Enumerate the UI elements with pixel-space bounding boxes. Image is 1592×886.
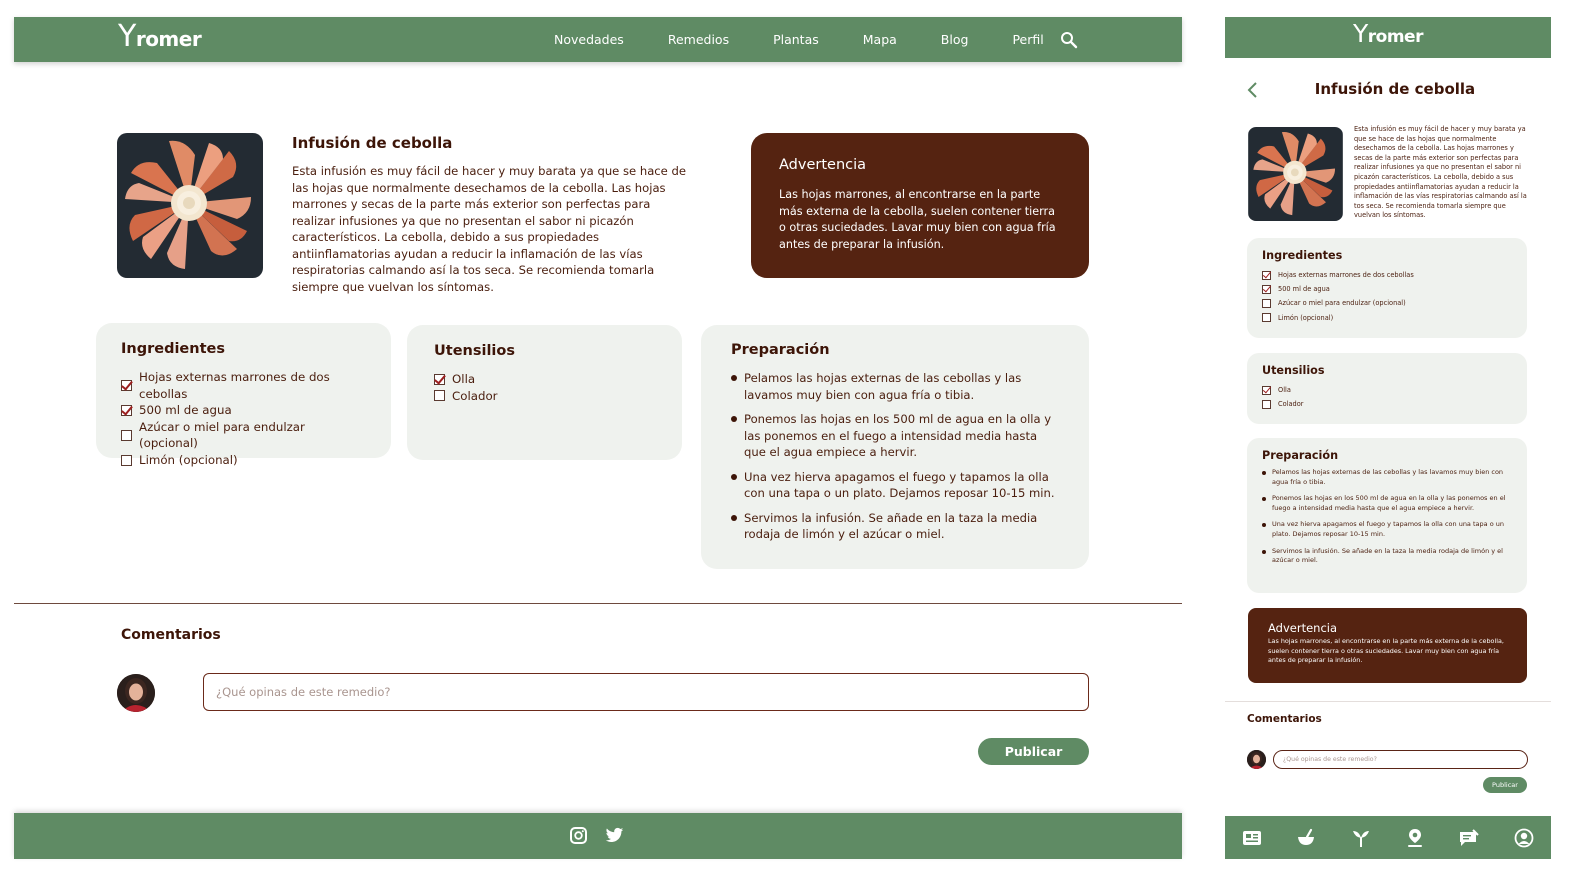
checkbox-checked[interactable] [1262,386,1271,395]
preparation-step: Servimos la infusión. Se añade en la taza la media rodaja de limón y el azúcar o miel. [1262,547,1512,566]
preparation-title: Preparación [1262,449,1339,462]
remedy-title: Infusión de cebolla [1314,80,1476,98]
utensils-card [407,325,682,460]
ingredient-label: Azúcar o miel para endulzar (opcional) [139,419,305,451]
warning-card [1248,608,1527,683]
warning-title: Advertencia [779,157,867,173]
search-icon[interactable] [1060,31,1078,49]
map-pin-icon[interactable] [1403,826,1427,850]
warning-text: Las hojas marrones, al encontrarse en la parte más externa de la cebolla, suelen contener tierra o otras suciedades. Lavar muy bien con agua fría antes de preparar la infusión. [1268,637,1504,665]
preparation-step: Pelamos las hojas externas de las cebollas y las lavamos muy bien con agua fría o tibia. [731,370,1059,403]
remedy-title: Infusión de cebolla [292,134,453,152]
remedy-image [117,133,263,278]
ingredient-item[interactable] [1262,282,1512,296]
utensil-label: Colador [1278,400,1304,409]
checkbox-checked[interactable] [434,374,445,385]
remedy-description: Esta infusión es muy fácil de hacer y muy barata ya que se hace de las hojas que normalmente desechamos de la cebolla. Las hojas marrones y secas de la parte más exterior son perfectas para realizar infusiones ya que no presentan el sabor ni picazón característicos. La cebolla, debido a sus propiedades antiinflamatorias ayudan a reducir la inflamación de las vías respiratorias calmando así la tos seca. Se recomienda tomarla siempre que vuelvan los síntomas. [292,164,686,294]
ingredient-item[interactable] [1262,268,1512,282]
footer [14,813,1182,859]
ingredient-label: 500 ml de agua [1278,285,1330,294]
logo[interactable] [1353,19,1423,48]
preparation-step: Ponemos las hojas en los 500 ml de agua en la olla y las ponemos en el fuego a intensidad media hasta que el agua empiece a hervir. [1262,494,1512,513]
mortar-icon[interactable] [1294,826,1318,850]
preparation-steps [731,370,1059,543]
checkbox-unchecked[interactable] [434,390,445,401]
ingredients-card [1247,238,1527,338]
checkbox-checked[interactable] [1262,285,1271,294]
blog-icon[interactable] [1457,826,1481,850]
comments-title: Comentarios [1247,713,1322,725]
ingredient-item[interactable] [121,419,366,452]
ingredient-item[interactable] [1262,311,1512,325]
logo-text: romer [135,27,202,51]
nav-item-perfil[interactable]: Perfil [1012,32,1044,47]
plant-icon[interactable] [1349,826,1373,850]
comment-input[interactable] [203,673,1089,711]
profile-icon[interactable] [1512,826,1536,850]
preparation-card [1247,438,1527,593]
preparation-card [701,325,1089,569]
preparation-step: Una vez hierva apagamos el fuego y tapamos la olla con una tapa o un plato. Dejamos reposar 10-15 min. [731,469,1059,502]
nav-item-blog[interactable]: Blog [940,32,969,47]
news-icon[interactable] [1240,826,1264,850]
utensil-item[interactable] [434,388,655,405]
ingredient-label: Hojas externas marrones de dos cebollas [1278,271,1414,279]
checkbox-unchecked[interactable] [121,430,132,441]
avatar [117,674,155,712]
logo-mark: Y [1353,19,1368,48]
onion-peel-image [117,133,263,278]
ingredient-label: Limón (opcional) [1278,313,1334,322]
utensils-title: Utensilios [434,343,515,359]
logo[interactable] [118,19,201,54]
top-navbar [14,17,1182,62]
utensil-label: Olla [452,372,476,386]
preparation-step: Servimos la infusión. Se añade en la taza la media rodaja de limón y el azúcar o miel. [731,510,1059,543]
preparation-title: Preparación [731,342,830,358]
checkbox-unchecked[interactable] [1262,299,1271,308]
warning-title: Advertencia [1268,621,1338,635]
checkbox-unchecked[interactable] [1262,400,1271,409]
ingredients-title: Ingredientes [1262,249,1343,262]
main-nav [554,17,1088,62]
preparation-step: Ponemos las hojas en los 500 ml de agua en la olla y las ponemos en el fuego a intensidad media hasta que el agua empiece a hervir. [731,411,1059,461]
comment-input[interactable] [1273,750,1528,769]
utensil-item[interactable] [434,371,655,388]
ingredient-item[interactable] [1262,296,1512,310]
twitter-icon[interactable] [605,827,624,844]
mobile-header [1225,17,1551,58]
warning-card [751,133,1089,278]
ingredient-label: 500 ml de agua [139,403,232,418]
checkbox-unchecked[interactable] [121,455,132,466]
ingredients-title: Ingredientes [121,341,225,357]
user-avatar-image [1247,750,1266,769]
mobile-view [1225,17,1551,859]
remedy-description: Esta infusión es muy fácil de hacer y muy barata ya que se hace de las hojas que normalmente desechamos de la cebolla. Las hojas marrones y secas de la parte más exterior son perfectas para realizar infusiones ya que no presentan el sabor ni picazón característicos. La cebolla, debido a sus propiedades antiinflamatorias ayudan a reducir la inflamación de las vías respiratorias calmando así la tos seca. Se recomienda tomarla siempre que vuelvan los síntomas. [1354,125,1527,220]
ingredient-label: Limón (opcional) [139,452,238,467]
publish-button[interactable]: Publicar [978,738,1089,765]
utensils-title: Utensilios [1262,364,1325,377]
instagram-icon[interactable] [570,827,587,844]
nav-item-novedades[interactable]: Novedades [554,32,624,47]
ingredient-item[interactable] [121,402,366,419]
publish-button[interactable]: Publicar [1483,777,1527,793]
mobile-tabbar [1225,816,1551,859]
checkbox-checked[interactable] [1262,271,1271,280]
ingredient-item[interactable] [121,369,366,402]
ingredient-label: Hojas externas marrones de dos cebollas [139,370,330,401]
avatar [1247,750,1266,769]
user-avatar-image [117,674,155,712]
nav-item-plantas[interactable]: Plantas [773,32,819,47]
checkbox-checked[interactable] [121,380,132,391]
onion-peel-image [1248,127,1343,221]
utensils-card [1247,353,1527,424]
nav-item-remedios[interactable]: Remedios [667,32,730,47]
checkbox-checked[interactable] [121,405,132,416]
utensil-label: Colador [452,388,498,403]
section-divider [14,603,1182,604]
preparation-steps [1262,468,1512,566]
checkbox-unchecked[interactable] [1262,313,1271,322]
preparation-step: Una vez hierva apagamos el fuego y tapamos la olla con una tapa o un plato. Dejamos reposar 10-15 min. [1262,520,1512,539]
warning-text: Las hojas marrones, al encontrarse en la parte más externa de la cebolla, suelen contener tierra o otras suciedades. Lavar muy bien con agua fría antes de preparar la infusión. [779,188,1056,251]
utensil-item[interactable] [1262,383,1512,397]
ingredients-card [96,323,391,467]
utensil-item[interactable] [1262,397,1512,411]
comments-title: Comentarios [121,627,221,643]
logo-mark: Y [118,19,136,54]
nav-item-mapa[interactable]: Mapa [862,32,897,47]
remedy-image [1248,127,1343,221]
section-divider [1225,701,1551,702]
desktop-view [14,17,1182,859]
preparation-step: Pelamos las hojas externas de las cebollas y las lavamos muy bien con agua fría o tibia. [1262,468,1512,487]
utensil-label: Olla [1278,386,1291,394]
ingredient-label: Azúcar o miel para endulzar (opcional) [1278,299,1406,308]
logo-text: romer [1367,27,1423,47]
ingredient-item[interactable] [121,452,366,469]
